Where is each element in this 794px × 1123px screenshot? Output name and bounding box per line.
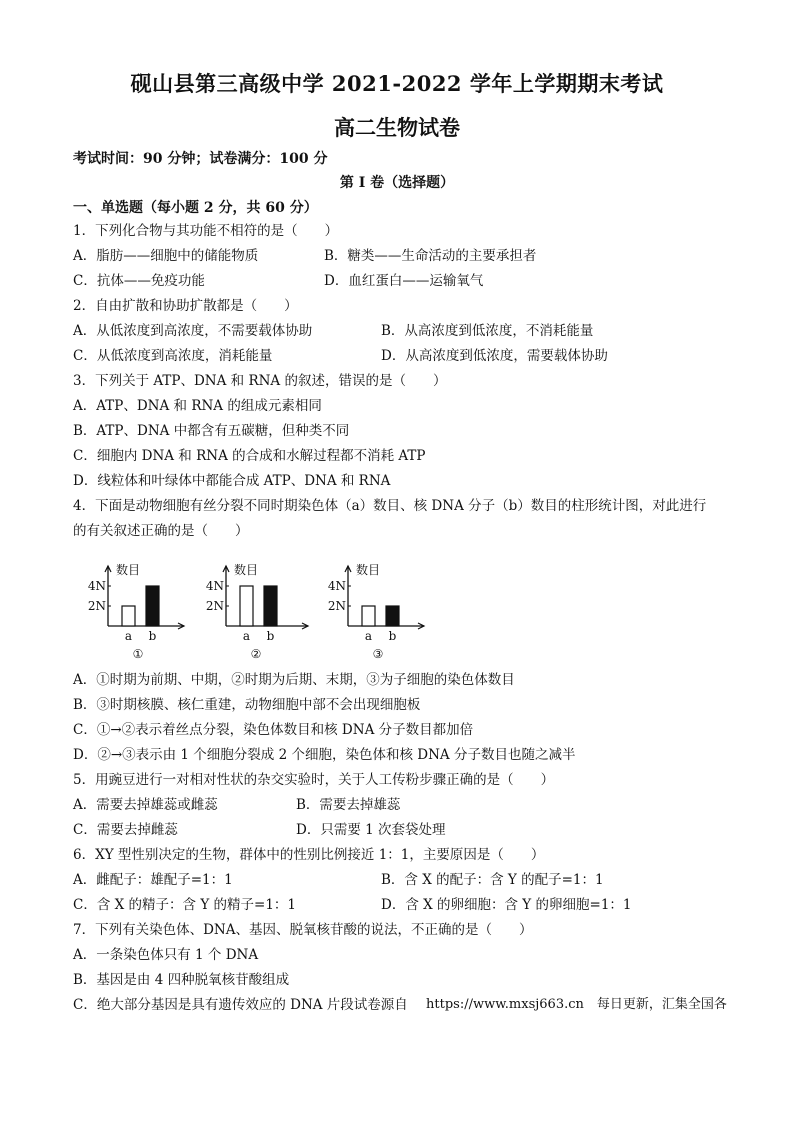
q4-option-d: D．②→③表示由 1 个细胞分裂成 2 个细胞，染色体和核 DNA 分子数目也随之减半: [73, 747, 576, 763]
chart-panel-label: ③: [372, 647, 384, 661]
x-tick-label: a: [124, 629, 133, 643]
y-axis-label: 数目: [356, 563, 381, 577]
source-watermark-link[interactable]: https://www.mxsj663.cn 每日更新，汇集全国各: [426, 997, 727, 1012]
x-tick-label: b: [266, 629, 275, 643]
exam-info: 考试时间：90 分钟；试卷满分：100 分: [73, 151, 328, 167]
chart-panel-1: [78, 558, 190, 662]
q5-option-c: C．需要去掉雌蕊: [73, 822, 178, 838]
bar-a: [362, 606, 375, 626]
q3-stem: 3．下列关于 ATP、DNA 和 RNA 的叙述，错误的是（ ）: [73, 373, 447, 389]
y-tick-label: 4N: [87, 579, 106, 593]
y-tick-label: 2N: [205, 599, 224, 613]
q5-stem: 5．用豌豆进行一对相对性状的杂交实验时，关于人工传粉步骤正确的是（ ）: [73, 772, 555, 788]
chart-3-svg: [318, 558, 430, 662]
q1-option-d: D．血红蛋白——运输氧气: [324, 273, 484, 289]
q7-option-b: B．基因是由 4 四种脱氧核苷酸组成: [73, 972, 290, 988]
y-axis-label: 数目: [234, 563, 259, 577]
q5-option-b: B．需要去掉雄蕊: [296, 797, 401, 813]
y-tick-label: 2N: [87, 599, 106, 613]
q2-option-b: B．从高浓度到低浓度，不消耗能量: [381, 323, 594, 339]
q4-option-a: A．①时期为前期、中期，②时期为后期、末期，③为子细胞的染色体数目: [73, 672, 515, 688]
q4-stem-line1: 4．下面是动物细胞有丝分裂不同时期染色体（a）数目、核 DNA 分子（b）数目的柱形统计图，对此进行: [73, 498, 707, 514]
y-tick-label: 2N: [327, 599, 346, 613]
volume-heading: 第 I 卷（选择题）: [339, 175, 455, 191]
exam-subtitle: 高二生物试卷: [334, 115, 460, 140]
q7-option-a: A．一条染色体只有 1 个 DNA: [73, 947, 259, 963]
q5-option-a: A．需要去掉雄蕊或雌蕊: [73, 797, 218, 813]
q6-option-d: D．含 X 的卵细胞：含 Y 的卵细胞=1：1: [381, 897, 632, 913]
q7-option-c: C．绝大部分基因是具有遗传效应的 DNA 片段试卷源自: [73, 997, 408, 1013]
q3-option-c: C．细胞内 DNA 和 RNA 的合成和水解过程都不消耗 ATP: [73, 448, 426, 464]
q6-option-a: A．雌配子：雄配子=1：1: [73, 872, 233, 888]
chart-panel-label: ②: [250, 647, 262, 661]
y-axis-label: 数目: [116, 563, 141, 577]
q1-option-b: B．糖类——生命活动的主要承担者: [324, 248, 537, 264]
bar-b: [386, 606, 399, 626]
exam-title: 砚山县第三高级中学 2021-2022 学年上学期期末考试: [130, 71, 664, 96]
q3-option-b: B．ATP、DNA 中都含有五碳糖，但种类不同: [73, 423, 350, 439]
q1-option-c: C．抗体——免疫功能: [73, 273, 205, 289]
chart-panel-2: [196, 558, 314, 662]
bar-a: [122, 606, 135, 626]
q4-option-c: C．①→②表示着丝点分裂，染色体数目和核 DNA 分子数目都加倍: [73, 722, 474, 738]
q4-option-b: B．③时期核膜、核仁重建，动物细胞中部不会出现细胞板: [73, 697, 421, 713]
q6-option-b: B．含 X 的配子：含 Y 的配子=1：1: [381, 872, 604, 888]
q5-option-d: D．只需要 1 次套袋处理: [296, 822, 446, 838]
section-heading: 一、单选题（每小题 2 分，共 60 分）: [73, 200, 318, 216]
y-tick-label: 4N: [327, 579, 346, 593]
x-tick-label: a: [364, 629, 373, 643]
x-tick-label: b: [148, 629, 157, 643]
q3-option-d: D．线粒体和叶绿体中都能合成 ATP、DNA 和 RNA: [73, 473, 391, 489]
q2-stem: 2．自由扩散和协助扩散都是（ ）: [73, 298, 298, 314]
q7-stem: 7．下列有关染色体、DNA、基因、脱氧核苷酸的说法，不正确的是（ ）: [73, 922, 533, 938]
q4-stem-line2: 的有关叙述正确的是（ ）: [73, 523, 249, 539]
bar-b: [146, 586, 159, 626]
q2-option-d: D．从高浓度到低浓度，需要载体协助: [381, 348, 608, 364]
q6-stem: 6．XY 型性别决定的生物，群体中的性别比例接近 1：1，主要原因是（ ）: [73, 847, 545, 863]
x-tick-label: b: [388, 629, 397, 643]
q6-option-c: C．含 X 的精子：含 Y 的精子=1：1: [73, 897, 297, 913]
q2-option-c: C．从低浓度到高浓度，消耗能量: [73, 348, 273, 364]
q1-option-a: A．脂肪——细胞中的储能物质: [73, 248, 259, 264]
q2-option-a: A．从低浓度到高浓度，不需要载体协助: [73, 323, 313, 339]
y-tick-label: 4N: [205, 579, 224, 593]
q1-stem: 1．下列化合物与其功能不相符的是（ ）: [73, 223, 339, 239]
x-tick-label: a: [242, 629, 251, 643]
chart-2-svg: [196, 558, 314, 662]
chart-panel-3: [318, 558, 430, 662]
q3-option-a: A．ATP、DNA 和 RNA 的组成元素相同: [73, 398, 322, 414]
bar-b: [264, 586, 277, 626]
bar-a: [240, 586, 253, 626]
chart-1-svg: [78, 558, 190, 662]
chart-panel-label: ①: [132, 647, 144, 661]
